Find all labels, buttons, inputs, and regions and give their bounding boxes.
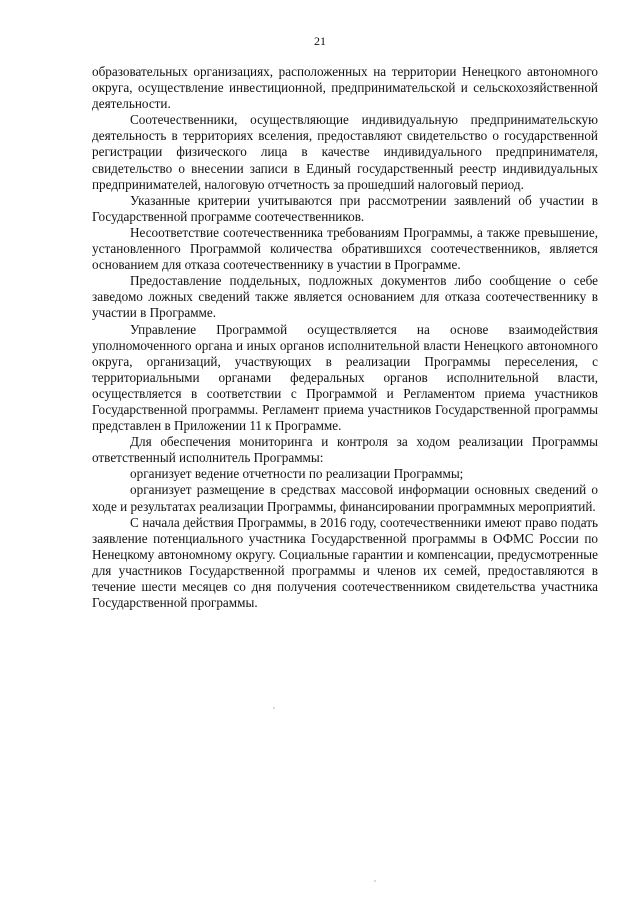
paragraph: Предоставление поддельных, подложных документов либо сообщение о себе заведомо ложных сведений также является основанием для отказа соотечественнику в участии в Программе. xyxy=(92,273,598,321)
paragraph: Управление Программой осуществляется на основе взаимодействия уполномоченного органа и иных органов исполнительной власти Ненецкого автономного округа, организаций, участвующих в реализации Программы переселения, с территориальными органами федеральных органов исполнительной власти, осуществляется в соответствии с Программой и Регламентом приема участников Государственной программы. Регламент приема участников Государственной программы представлен в Приложении 11 к Программе. xyxy=(92,321,598,434)
scan-artifact xyxy=(273,707,275,709)
paragraph: Соотечественники, осуществляющие индивидуальную предпринимательскую деятельность в территориях вселения, предоставляют свидетельство о государственной регистрации физического лица в качестве индивидуального предпринимателя, свидетельство о внесении записи в Единый государственный реестр индивидуальных предпринимателей, налоговую отчетность за прошедший налоговый период. xyxy=(92,112,598,192)
paragraph: Несоответствие соотечественника требованиям Программы, а также превышение, установленного Программой количества обратившихся соотечественников, является основанием для отказа соотечественнику в участии в Программе. xyxy=(92,224,598,273)
paragraph: образовательных организациях, расположенных на территории Ненецкого автономного округа, осуществление инвестиционной, предпринимательской и сельскохозяйственной деятельности. xyxy=(92,64,598,112)
paragraph: организует размещение в средствах массовой информации основных сведений о ходе и результатах реализации Программы, финансировании программных мероприятий. xyxy=(92,482,598,514)
paragraph: организует ведение отчетности по реализации Программы; xyxy=(130,466,464,482)
paragraph: Для обеспечения мониторинга и контроля за ходом реализации Программы ответственный исполнитель Программы: xyxy=(92,434,598,466)
scan-artifact xyxy=(374,880,376,882)
paragraph: Указанные критерии учитываются при рассмотрении заявлений об участии в Государственной программе соотечественников. xyxy=(92,192,598,224)
document-body xyxy=(92,64,598,611)
page-number: 21 xyxy=(314,34,326,48)
paragraph: С начала действия Программы, в 2016 году, соотечественники имеют право подать заявление потенциального участника Государственной программы в ОФМС России по Ненецкому автономному округу. Социальные гарантии и компенсации, предусмотренные для участников Государственной программы и членов их семей, предоставляются в течение шести месяцев со дня получения соотечественником свидетельства участника Государственной программы. xyxy=(92,514,598,611)
